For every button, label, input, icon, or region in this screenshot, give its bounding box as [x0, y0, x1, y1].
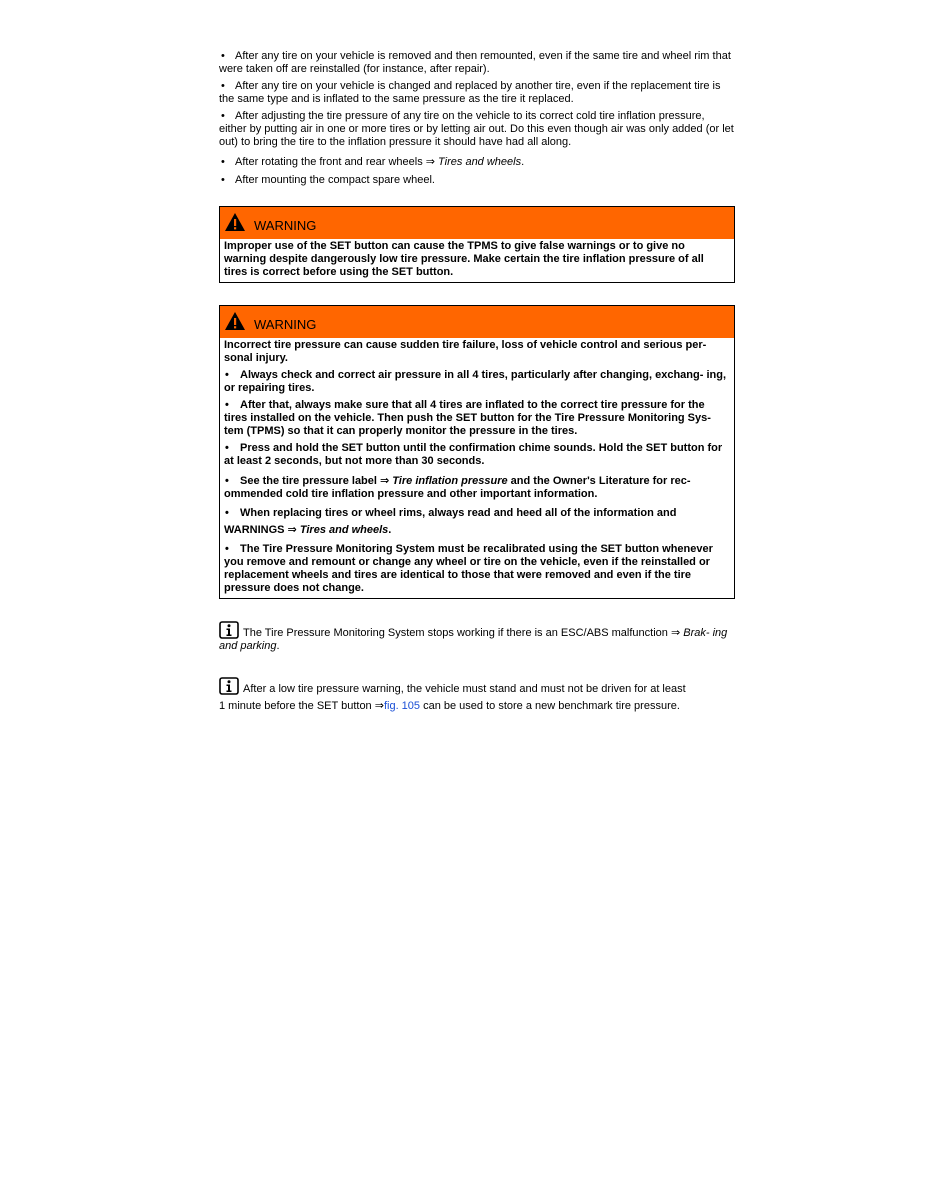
- figure-link[interactable]: fig. 105: [383, 700, 421, 712]
- info-note: After a low tire pressure warning, the vehicle must stand and must not be driven for at least 1 minute before the SET button ⇒fig. 105 can be used to store a new benchmark tire pressure.: [219, 677, 735, 715]
- warning-box: [219, 305, 735, 599]
- cross-reference[interactable]: Tires and wheels: [299, 524, 389, 536]
- warning-triangle-icon: [224, 311, 246, 331]
- list-item: • When replacing tires or wheel rims, always read and heed all of the information and WARNINGS ⇒ Tires and wheels.: [224, 507, 677, 536]
- warning-title: WARNING: [254, 218, 317, 233]
- cross-reference[interactable]: Brak- ing and parking: [219, 627, 728, 652]
- warning-header: [220, 306, 734, 338]
- warning-box: [219, 206, 735, 283]
- list-item: • After that, always make sure that all 4 tires are inflated to the correct tire pressure for the tires installed on the vehicle. Then push the SET button for the Tire Pressure Monitoring Sys- tem (TPMS) so that it can properly monitor the pressure in the tires.: [224, 399, 711, 437]
- list-item: • See the tire pressure label ⇒ Tire inflation pressure and the Owner's Literature for rec- ommended cold tire inflation pressure and other important information.: [224, 475, 691, 500]
- list-item: • After any tire on your vehicle is removed and then remounted, even if the same tire and wheel rim that were taken off are reinstalled (for instance, after repair).: [219, 50, 731, 75]
- info-note: The Tire Pressure Monitoring System stops working if there is an ESC/ABS malfunction ⇒ Brak- ing and parking.: [219, 621, 735, 653]
- warning-intro: Incorrect tire pressure can cause sudden tire failure, loss of vehicle control and serious per- sonal injury.: [224, 339, 707, 364]
- warning-body: [220, 338, 734, 598]
- cross-reference[interactable]: Tires and wheels: [438, 156, 522, 168]
- manual-page: [219, 50, 735, 715]
- list-item: • Always check and correct air pressure in all 4 tires, particularly after changing, exchang- ing, or repairing tires.: [224, 369, 727, 394]
- list-item: • After rotating the front and rear wheels ⇒ Tires and wheels.: [221, 156, 525, 168]
- list-item: • After adjusting the tire pressure of any tire on the vehicle to its correct cold tire inflation pressure, either by putting air in one or more tires or by letting air out. Do this even though air was only added (or let out) to bring the tire to the inflation pressure it should have had all along.: [219, 110, 734, 148]
- warning-header: [220, 207, 734, 239]
- cross-reference[interactable]: Tire inflation pressure: [392, 475, 508, 487]
- warning-title: WARNING: [254, 317, 317, 332]
- list-item: • The Tire Pressure Monitoring System must be recalibrated using the SET button whenever you remove and remount or change any wheel or tire on the vehicle, even if the reinstalled or replacement wheels and tires are identical to those that were removed and even if the tire pressure does not change.: [224, 543, 713, 594]
- info-icon: [219, 677, 239, 695]
- list-item: • After any tire on your vehicle is changed and replaced by another tire, even if the replacement tire is the same type and is inflated to the same pressure as the tire it replaced.: [219, 80, 721, 105]
- info-icon: [219, 621, 239, 639]
- list-item: • After mounting the compact spare wheel.: [221, 174, 435, 186]
- warning-triangle-icon: [224, 212, 246, 232]
- list-item: • Press and hold the SET button until the confirmation chime sounds. Hold the SET button for at least 2 seconds, but not more than 30 seconds.: [224, 442, 723, 467]
- warning-body: Improper use of the SET button can cause the TPMS to give false warnings or to give no warning despite dangerously low tire pressure. Make certain the tire inflation pressure of all tires is correct before using the SET button.: [224, 240, 704, 278]
